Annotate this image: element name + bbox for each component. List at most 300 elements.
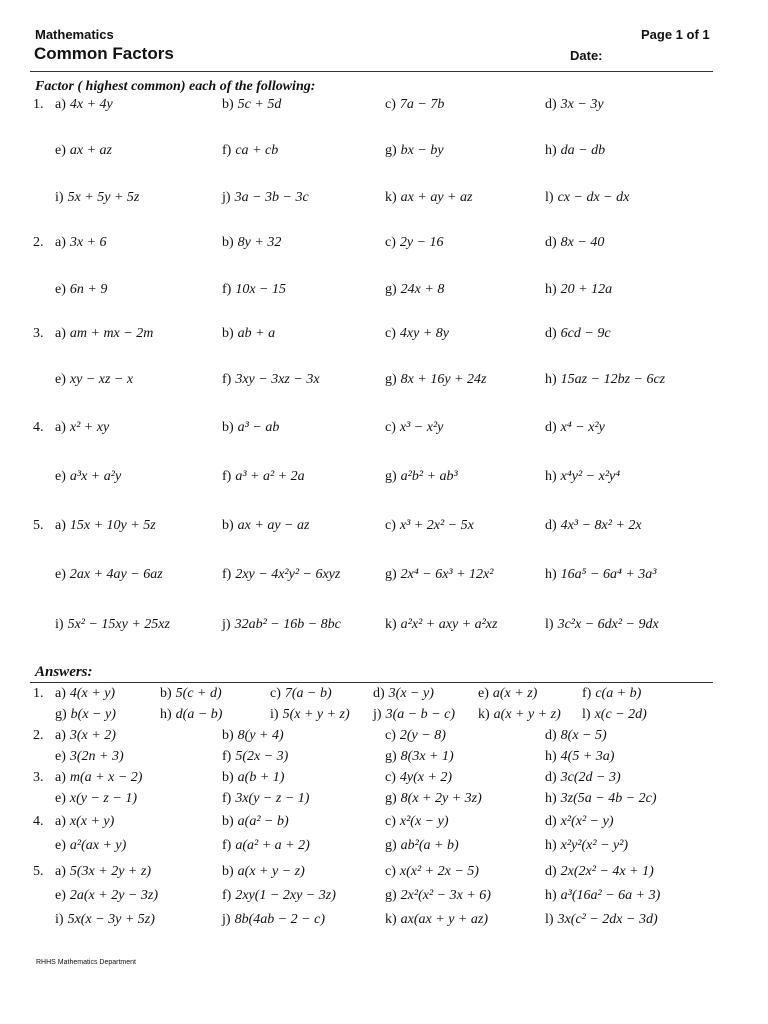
item-expression: 2y − 16	[399, 235, 444, 250]
item-expression: x(x + y)	[69, 814, 115, 829]
answer-item	[222, 864, 305, 880]
question-row	[0, 469, 768, 489]
item-label: f)	[222, 791, 232, 806]
item-label: f)	[222, 838, 232, 853]
question-item	[545, 282, 612, 298]
item-label: h)	[545, 567, 557, 582]
item-expression: m(a + x − 2)	[69, 770, 143, 785]
item-expression: a³(16a² − 6a + 3)	[560, 888, 661, 903]
item-label: g)	[385, 838, 397, 853]
item-label: e)	[55, 143, 66, 158]
item-label: h)	[545, 838, 557, 853]
question-item	[385, 143, 444, 159]
item-expression: 3x(c² − 2dx − 3d)	[557, 912, 658, 927]
item-expression: c(a + b)	[595, 686, 642, 701]
item-expression: cx − dx − dx	[557, 190, 630, 205]
item-expression: 5(c + d)	[175, 686, 222, 701]
item-label: a)	[55, 814, 66, 829]
item-expression: 3z(5a − 4b − 2c)	[560, 791, 657, 806]
item-expression: 3x(y − z − 1)	[235, 791, 310, 806]
question-item	[385, 518, 474, 534]
item-label: d)	[545, 235, 557, 250]
item-label: h)	[160, 707, 172, 722]
item-label: g)	[385, 749, 397, 764]
question-item	[55, 617, 170, 633]
item-expression: 8(x − 5)	[560, 728, 607, 743]
question-item	[545, 190, 629, 206]
question-item	[385, 235, 444, 251]
item-label: h)	[545, 469, 557, 484]
item-expression: ax + az	[69, 143, 112, 158]
item-label: h)	[545, 372, 557, 387]
item-label: c)	[385, 97, 396, 112]
question-item	[222, 420, 279, 436]
item-label: b)	[222, 864, 234, 879]
item-expression: 8(3x + 1)	[400, 749, 454, 764]
item-expression: 16a⁵ − 6a⁴ + 3a³	[560, 567, 657, 582]
answer-item	[385, 888, 491, 904]
item-expression: a(a² − b)	[237, 814, 289, 829]
item-label: a)	[55, 728, 66, 743]
page-indicator: Page 1 of 1	[641, 27, 710, 42]
item-expression: 3a − 3b − 3c	[234, 190, 309, 205]
item-label: h)	[545, 282, 557, 297]
question-item	[385, 282, 444, 298]
item-expression: 2xy(1 − 2xy − 3z)	[235, 888, 336, 903]
answer-row	[0, 749, 768, 769]
item-label: d)	[545, 864, 557, 879]
item-expression: 3c(2d − 3)	[560, 770, 621, 785]
answer-item	[222, 749, 288, 765]
item-label: c)	[385, 235, 396, 250]
item-label: d)	[545, 814, 557, 829]
item-label: a)	[55, 770, 66, 785]
answer-item	[55, 707, 116, 723]
question-item	[55, 326, 153, 342]
item-label: e)	[55, 749, 66, 764]
item-label: g)	[385, 791, 397, 806]
question-row	[0, 190, 768, 210]
item-label: e)	[55, 469, 66, 484]
item-label: c)	[385, 326, 396, 341]
answer-item	[478, 707, 561, 723]
item-label: f)	[582, 686, 592, 701]
item-label: c)	[385, 814, 396, 829]
item-expression: a(b + 1)	[237, 770, 285, 785]
item-expression: x²(x − y)	[399, 814, 449, 829]
item-label: e)	[55, 791, 66, 806]
item-expression: a²x² + axy + a²xz	[400, 617, 498, 632]
answers-divider	[30, 682, 713, 683]
answer-item	[222, 888, 336, 904]
answer-row	[0, 912, 768, 932]
item-expression: 3(a − b − c)	[385, 707, 455, 722]
answer-item	[545, 749, 614, 765]
item-label: f)	[222, 888, 232, 903]
item-expression: 32ab² − 16b − 8bc	[234, 617, 341, 632]
item-expression: 5x(x − 3y + 5z)	[67, 912, 155, 927]
item-label: h)	[545, 791, 557, 806]
item-expression: 2x⁴ − 6x³ + 12x²	[400, 567, 494, 582]
subject-heading: Mathematics	[35, 27, 114, 42]
question-item	[55, 567, 163, 583]
item-label: c)	[270, 686, 281, 701]
item-label: b)	[222, 97, 234, 112]
item-label: b)	[222, 518, 234, 533]
item-label: l)	[582, 707, 591, 722]
answer-item	[270, 686, 332, 702]
item-expression: 8(y + 4)	[237, 728, 284, 743]
answer-item	[55, 791, 137, 807]
item-expression: 3c²x − 6dx² − 9dx	[557, 617, 659, 632]
answer-item	[545, 864, 654, 880]
question-number: 5.	[33, 518, 44, 533]
item-label: g)	[55, 707, 67, 722]
item-label: k)	[385, 617, 397, 632]
answer-item	[222, 912, 325, 928]
question-item	[55, 143, 112, 159]
item-label: d)	[545, 518, 557, 533]
worksheet-title: Common Factors	[34, 44, 174, 63]
answer-item	[222, 791, 309, 807]
answer-item	[545, 888, 660, 904]
item-label: h)	[545, 749, 557, 764]
item-label: a)	[55, 97, 66, 112]
item-label: a)	[55, 420, 66, 435]
item-expression: x²y²(x² − y²)	[560, 838, 629, 853]
answer-item	[160, 707, 222, 723]
question-row	[0, 617, 768, 637]
item-expression: a³x + a²y	[69, 469, 122, 484]
question-number: 2.	[33, 235, 44, 250]
item-expression: 4x³ − 8x² + 2x	[560, 518, 642, 533]
question-item	[222, 326, 275, 342]
item-expression: x³ − x²y	[399, 420, 444, 435]
item-expression: 5(2x − 3)	[235, 749, 289, 764]
answer-item	[55, 912, 155, 928]
item-expression: x² + xy	[69, 420, 110, 435]
question-item	[545, 143, 605, 159]
question-number: 1.	[33, 97, 44, 112]
item-expression: x²(x² − y)	[560, 814, 614, 829]
item-expression: da − db	[560, 143, 606, 158]
header-divider	[30, 71, 713, 72]
item-label: j)	[373, 707, 382, 722]
answer-item	[55, 686, 115, 702]
item-label: h)	[545, 888, 557, 903]
item-label: d)	[545, 728, 557, 743]
item-label: l)	[545, 912, 554, 927]
question-item	[545, 97, 604, 113]
item-expression: d(a − b)	[175, 707, 223, 722]
item-label: e)	[478, 686, 489, 701]
item-expression: 3x − 3y	[560, 97, 604, 112]
question-row	[0, 97, 768, 117]
question-item	[55, 97, 113, 113]
question-item	[55, 469, 121, 485]
item-label: b)	[222, 326, 234, 341]
item-label: e)	[55, 888, 66, 903]
question-item	[545, 420, 605, 436]
item-label: j)	[222, 912, 231, 927]
answers-heading: Answers:	[35, 664, 93, 680]
answer-number: 5.	[33, 864, 44, 879]
answer-item	[55, 728, 116, 744]
item-label: d)	[373, 686, 385, 701]
item-label: d)	[545, 420, 557, 435]
item-expression: 4y(x + 2)	[399, 770, 453, 785]
answer-item	[222, 814, 289, 830]
question-row	[0, 420, 768, 440]
item-label: h)	[545, 143, 557, 158]
item-expression: 5x + 5y + 5z	[67, 190, 140, 205]
answer-number: 1.	[33, 686, 44, 701]
item-expression: 24x + 8	[400, 282, 445, 297]
question-item	[385, 326, 449, 342]
item-expression: 8x − 40	[560, 235, 605, 250]
item-label: d)	[545, 97, 557, 112]
item-expression: 2(y − 8)	[399, 728, 446, 743]
item-expression: b(x − y)	[70, 707, 116, 722]
answer-item	[582, 686, 641, 702]
item-label: b)	[222, 420, 234, 435]
item-label: e)	[55, 838, 66, 853]
item-label: f)	[222, 567, 232, 582]
item-label: c)	[385, 420, 396, 435]
answer-item	[222, 770, 284, 786]
question-item	[222, 567, 340, 583]
item-label: d)	[545, 326, 557, 341]
item-expression: a(x + y + z)	[493, 707, 561, 722]
question-item	[222, 518, 309, 534]
item-label: i)	[55, 190, 64, 205]
item-expression: 8b(4ab − 2 − c)	[234, 912, 325, 927]
item-expression: x(c − 2d)	[594, 707, 647, 722]
item-expression: 5(3x + 2y + z)	[69, 864, 151, 879]
item-expression: x³ + 2x² − 5x	[399, 518, 474, 533]
item-label: b)	[222, 235, 234, 250]
item-label: g)	[385, 888, 397, 903]
item-expression: ax + ay − az	[237, 518, 310, 533]
item-label: i)	[270, 707, 279, 722]
item-label: b)	[222, 814, 234, 829]
question-row	[0, 235, 768, 255]
answer-item	[545, 814, 613, 830]
item-expression: x⁴ − x²y	[560, 420, 605, 435]
answer-item	[582, 707, 647, 723]
item-expression: 3xy − 3xz − 3x	[235, 372, 320, 387]
question-item	[55, 190, 139, 206]
answer-item	[385, 749, 454, 765]
question-item	[385, 190, 472, 206]
question-item	[385, 617, 497, 633]
item-expression: xy − xz − x	[69, 372, 134, 387]
item-expression: 5(x + y + z)	[282, 707, 350, 722]
question-row	[0, 282, 768, 302]
question-item	[222, 143, 278, 159]
item-label: g)	[385, 567, 397, 582]
item-expression: 3(2n + 3)	[69, 749, 124, 764]
item-expression: 20 + 12a	[560, 282, 613, 297]
item-label: g)	[385, 372, 397, 387]
question-item	[545, 326, 611, 342]
item-label: f)	[222, 469, 232, 484]
item-expression: 7a − 7b	[399, 97, 445, 112]
answer-item	[222, 728, 284, 744]
answer-row	[0, 888, 768, 908]
item-expression: 6n + 9	[69, 282, 108, 297]
item-label: g)	[385, 469, 397, 484]
item-label: a)	[55, 864, 66, 879]
answer-item	[385, 814, 449, 830]
item-expression: 15x + 10y + 5z	[69, 518, 156, 533]
item-expression: a(a² + a + 2)	[235, 838, 310, 853]
item-expression: 2xy − 4x²y² − 6xyz	[235, 567, 341, 582]
item-expression: a²b² + ab³	[400, 469, 458, 484]
question-row	[0, 567, 768, 587]
answer-number: 2.	[33, 728, 44, 743]
question-item	[55, 235, 107, 251]
answer-item	[385, 912, 488, 928]
answer-item	[55, 864, 151, 880]
answer-item	[55, 749, 124, 765]
date-label: Date:	[570, 48, 603, 63]
item-expression: 2a(x + 2y − 3z)	[69, 888, 158, 903]
question-row	[0, 326, 768, 346]
answer-item	[373, 707, 455, 723]
item-label: f)	[222, 372, 232, 387]
item-expression: 4xy + 8y	[399, 326, 449, 341]
question-item	[385, 97, 444, 113]
question-row	[0, 143, 768, 163]
answer-row	[0, 707, 768, 727]
answer-item	[222, 838, 310, 854]
item-expression: x(x² + 2x − 5)	[399, 864, 479, 879]
question-item	[545, 469, 620, 485]
answer-item	[270, 707, 350, 723]
item-label: c)	[385, 770, 396, 785]
question-item	[545, 372, 665, 388]
answer-item	[545, 791, 657, 807]
item-expression: 6cd − 9c	[560, 326, 611, 341]
instructions: Factor ( highest common) each of the following:	[35, 79, 316, 94]
answer-item	[478, 686, 537, 702]
answer-item	[55, 838, 126, 854]
item-expression: ab + a	[237, 326, 276, 341]
answer-row	[0, 864, 768, 884]
question-item	[222, 282, 286, 298]
item-expression: 3(x + 2)	[69, 728, 116, 743]
answer-row	[0, 686, 768, 706]
question-item	[55, 518, 156, 534]
item-expression: ax(ax + y + az)	[400, 912, 488, 927]
item-label: a)	[55, 326, 66, 341]
item-label: g)	[385, 282, 397, 297]
question-item	[545, 235, 604, 251]
answer-item	[385, 864, 479, 880]
item-label: i)	[55, 617, 64, 632]
answer-item	[385, 791, 482, 807]
item-expression: 2x²(x² − 3x + 6)	[400, 888, 491, 903]
answer-item	[545, 770, 621, 786]
answer-item	[55, 770, 142, 786]
item-label: l)	[545, 617, 554, 632]
item-expression: bx − by	[400, 143, 444, 158]
footer-text: RHHS Mathematics Department	[36, 959, 136, 966]
item-expression: 5x² − 15xy + 25xz	[67, 617, 170, 632]
item-expression: ca + cb	[235, 143, 279, 158]
item-expression: 4(5 + 3a)	[560, 749, 615, 764]
item-expression: a³ − ab	[237, 420, 280, 435]
item-expression: 5c + 5d	[237, 97, 282, 112]
item-expression: a²(ax + y)	[69, 838, 127, 853]
question-row	[0, 518, 768, 538]
item-expression: 10x − 15	[235, 282, 286, 297]
item-label: e)	[55, 282, 66, 297]
item-expression: ax + ay + az	[400, 190, 473, 205]
answer-item	[545, 912, 658, 928]
item-label: b)	[160, 686, 172, 701]
item-label: b)	[222, 728, 234, 743]
answer-row	[0, 791, 768, 811]
item-expression: x(y − z − 1)	[69, 791, 137, 806]
question-number: 3.	[33, 326, 44, 341]
question-item	[222, 97, 281, 113]
item-label: d)	[545, 770, 557, 785]
question-item	[545, 518, 642, 534]
item-expression: 2ax + 4ay − 6az	[69, 567, 163, 582]
question-item	[222, 372, 320, 388]
answer-item	[385, 838, 459, 854]
item-label: a)	[55, 235, 66, 250]
item-expression: 8(x + 2y + 3z)	[400, 791, 482, 806]
item-label: i)	[55, 912, 64, 927]
item-label: c)	[385, 518, 396, 533]
answer-item	[373, 686, 434, 702]
item-expression: 4x + 4y	[69, 97, 113, 112]
item-label: l)	[545, 190, 554, 205]
item-label: e)	[55, 567, 66, 582]
question-item	[55, 420, 109, 436]
answer-row	[0, 770, 768, 790]
question-item	[545, 617, 659, 633]
item-expression: 4(x + y)	[69, 686, 116, 701]
item-expression: a³ + a² + 2a	[235, 469, 305, 484]
item-label: f)	[222, 143, 232, 158]
item-label: c)	[385, 728, 396, 743]
item-label: k)	[385, 912, 397, 927]
answer-item	[55, 814, 114, 830]
answer-item	[55, 888, 158, 904]
item-expression: 15az − 12bz − 6cz	[560, 372, 666, 387]
item-label: j)	[222, 617, 231, 632]
question-item	[55, 282, 107, 298]
item-label: a)	[55, 518, 66, 533]
item-label: f)	[222, 282, 232, 297]
answer-row	[0, 814, 768, 834]
question-item	[385, 469, 458, 485]
question-item	[385, 420, 443, 436]
question-item	[55, 372, 133, 388]
item-label: j)	[222, 190, 231, 205]
item-label: a)	[55, 686, 66, 701]
question-item	[222, 235, 281, 251]
answer-item	[160, 686, 222, 702]
item-expression: 3x + 6	[69, 235, 107, 250]
item-expression: 8y + 32	[237, 235, 282, 250]
question-item	[222, 190, 309, 206]
question-item	[222, 469, 305, 485]
